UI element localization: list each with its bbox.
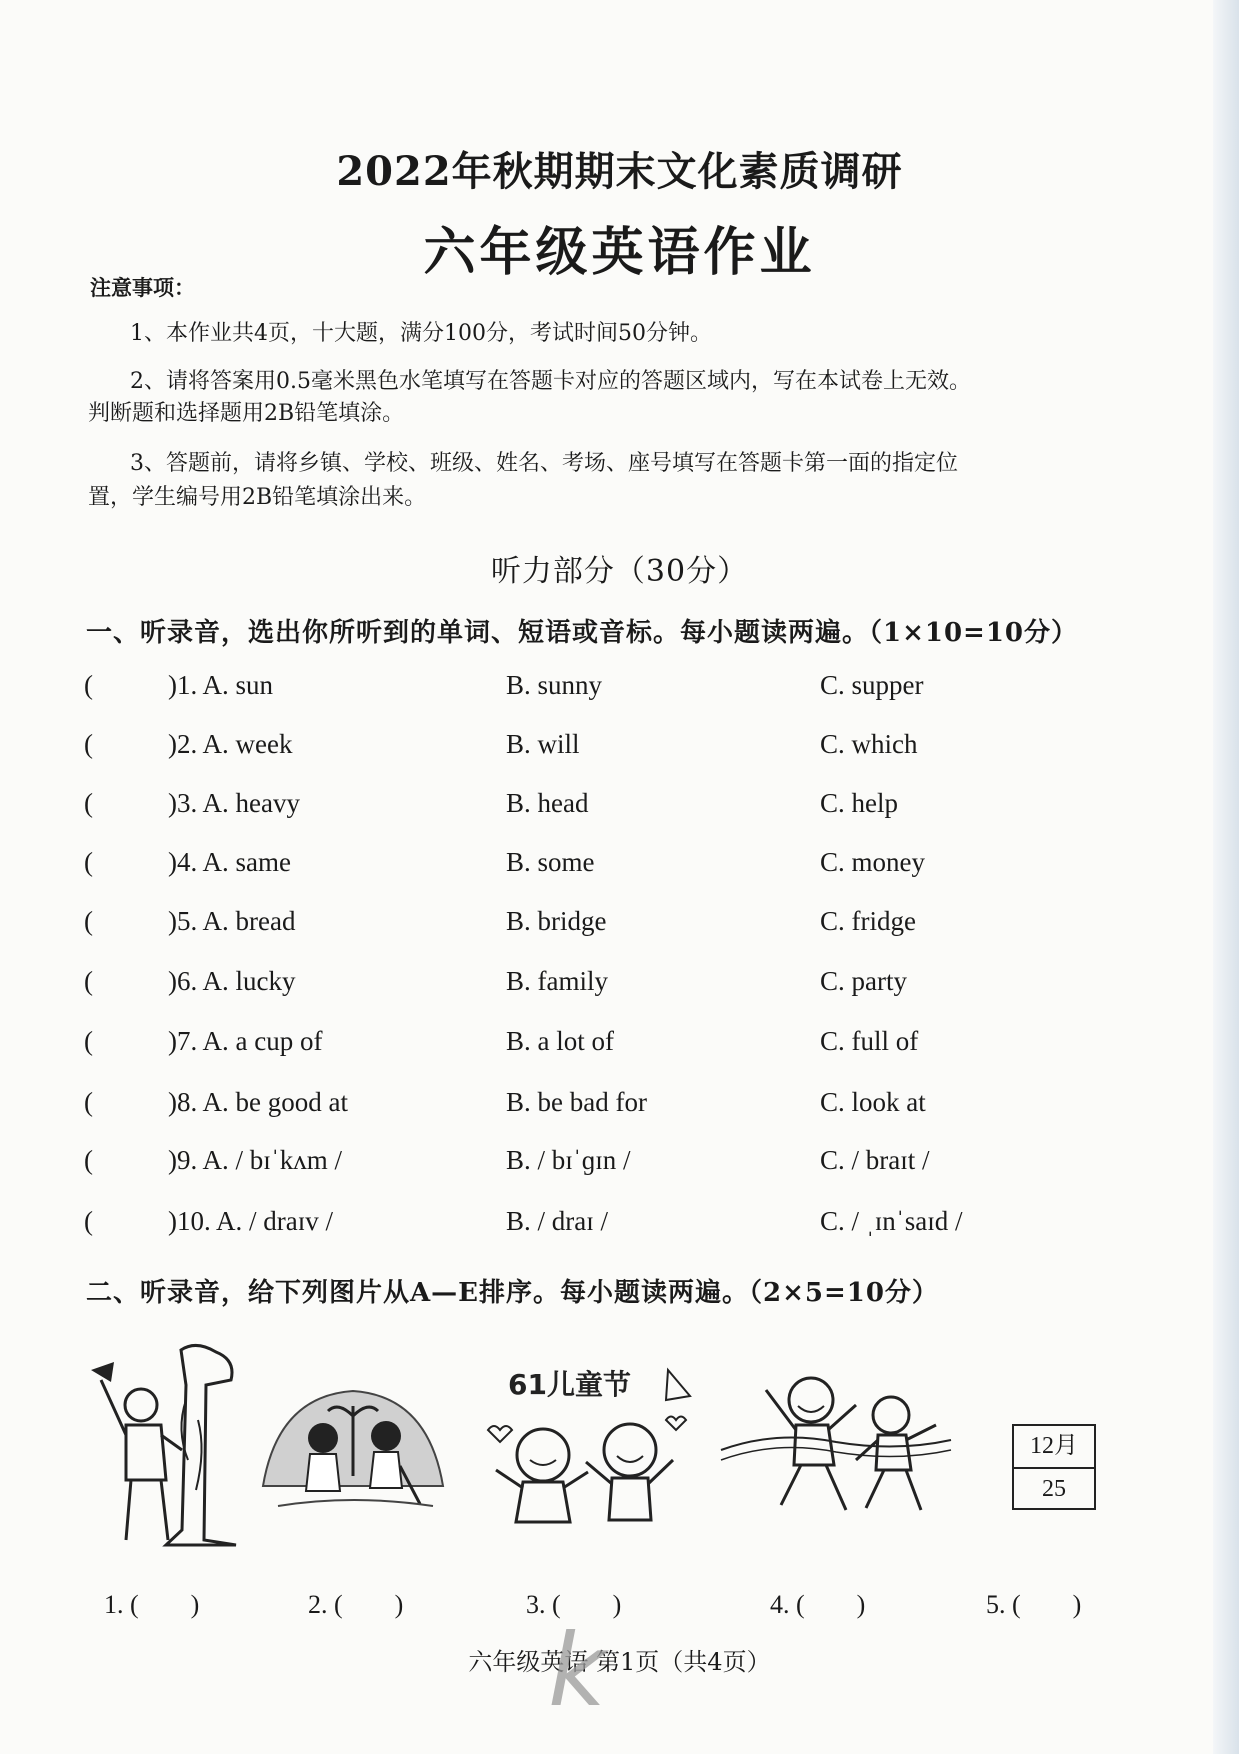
- option-a: )1. A. sun: [168, 670, 274, 700]
- option-c: C. full of: [820, 1026, 919, 1056]
- picture-answer-1[interactable]: 1. ( ): [104, 1590, 200, 1619]
- answer-paren[interactable]: (: [84, 729, 93, 759]
- picture-answer-5[interactable]: 5. ( ): [986, 1590, 1082, 1619]
- note-2-line2: 判断题和选择题用2B铅笔填涂。: [88, 401, 405, 426]
- option-a: )2. A. week: [168, 729, 293, 759]
- note-3-line1: 3、答题前，请将乡镇、学校、班级、姓名、考场、座号填写在答题卡第一面的指定位: [130, 451, 958, 476]
- running-race-picture: [716, 1370, 956, 1520]
- question-row: [84, 788, 1164, 828]
- picture-answer-2[interactable]: 2. ( ): [308, 1590, 404, 1619]
- option-a: )9. A. / bɪˈkʌm /: [168, 1145, 342, 1175]
- exam-subtitle: 六年级英语作业: [423, 222, 816, 283]
- option-c: C. / ˌɪnˈsaɪd /: [820, 1206, 963, 1236]
- option-b: B. some: [506, 847, 595, 877]
- option-b: B. a lot of: [506, 1026, 614, 1056]
- option-c: C. which: [820, 729, 918, 759]
- question-row: [84, 670, 1164, 710]
- listening-section-heading: 听力部分（30分）: [490, 554, 749, 589]
- answer-paren[interactable]: (: [84, 1145, 93, 1175]
- question-row: [84, 906, 1164, 946]
- answer-paren[interactable]: (: [84, 1026, 93, 1056]
- watermark: k: [548, 1612, 606, 1729]
- childrens-day-picture: [468, 1360, 698, 1550]
- childrens-day-banner: 61儿童节: [508, 1368, 631, 1401]
- calendar-picture: [1012, 1424, 1096, 1510]
- option-b: B. sunny: [506, 670, 603, 700]
- option-c: C. / braɪt /: [820, 1145, 930, 1175]
- part2-heading: 二、听录音，给下列图片从A—E排序。每小题读两遍。（2×5=10分）: [86, 1278, 939, 1308]
- option-a: )5. A. bread: [168, 906, 296, 936]
- answer-paren[interactable]: (: [84, 1087, 93, 1117]
- option-b: B. will: [506, 729, 580, 759]
- option-a: )4. A. same: [168, 847, 291, 877]
- answer-paren[interactable]: (: [84, 966, 93, 996]
- option-a: )6. A. lucky: [168, 966, 296, 996]
- calendar-month: 12月: [1014, 1426, 1094, 1469]
- answer-paren[interactable]: (: [84, 1206, 93, 1236]
- question-row: [84, 1206, 1164, 1246]
- woodcutter-picture: [86, 1340, 246, 1550]
- question-row: [84, 729, 1164, 769]
- option-a: )10. A. / draɪv /: [168, 1206, 333, 1236]
- note-2-line1: 2、请将答案用0.5毫米黑色水笔填写在答题卡对应的答题区域内，写在本试卷上无效。: [130, 369, 971, 394]
- option-b: B. be bad for: [506, 1087, 647, 1117]
- option-b: B. / draɪ /: [506, 1206, 608, 1236]
- option-b: B. bridge: [506, 906, 607, 936]
- part1-heading: 一、听录音，选出你所听到的单词、短语或音标。每小题读两遍。（1×10=10分）: [86, 618, 1079, 648]
- option-a: )3. A. heavy: [168, 788, 300, 818]
- picture-answer-4[interactable]: 4. ( ): [770, 1590, 866, 1619]
- calendar-day: 25: [1042, 1476, 1066, 1502]
- option-b: B. / bɪˈɡɪn /: [506, 1145, 631, 1175]
- question-row: [84, 1087, 1164, 1127]
- option-c: C. party: [820, 966, 907, 996]
- answer-paren[interactable]: (: [84, 670, 93, 700]
- answer-paren[interactable]: (: [84, 906, 93, 936]
- page-footer: 六年级英语 第1页（共4页）: [468, 1648, 771, 1676]
- note-3-line2: 置，学生编号用2B铅笔填涂出来。: [88, 485, 427, 510]
- question-row: [84, 847, 1164, 887]
- option-a: )7. A. a cup of: [168, 1026, 323, 1056]
- option-a: )8. A. be good at: [168, 1087, 348, 1117]
- option-c: C. money: [820, 847, 925, 877]
- question-row: [84, 1026, 1164, 1066]
- option-b: B. family: [506, 966, 608, 996]
- exam-title: 2022年秋期期末文化素质调研: [336, 148, 903, 195]
- option-c: C. help: [820, 788, 898, 818]
- option-c: C. look at: [820, 1087, 926, 1117]
- answer-paren[interactable]: (: [84, 847, 93, 877]
- answer-paren[interactable]: (: [84, 788, 93, 818]
- notes-heading: 注意事项：: [90, 275, 195, 300]
- note-1: 1、本作业共4页，十大题，满分100分，考试时间50分钟。: [130, 321, 712, 346]
- option-b: B. head: [506, 788, 589, 818]
- question-row: [84, 966, 1164, 1006]
- option-c: C. fridge: [820, 906, 916, 936]
- question-row: [84, 1145, 1164, 1185]
- option-c: C. supper: [820, 670, 924, 700]
- picture-answer-3[interactable]: 3. ( ): [526, 1590, 622, 1619]
- planting-tree-picture: [258, 1376, 448, 1526]
